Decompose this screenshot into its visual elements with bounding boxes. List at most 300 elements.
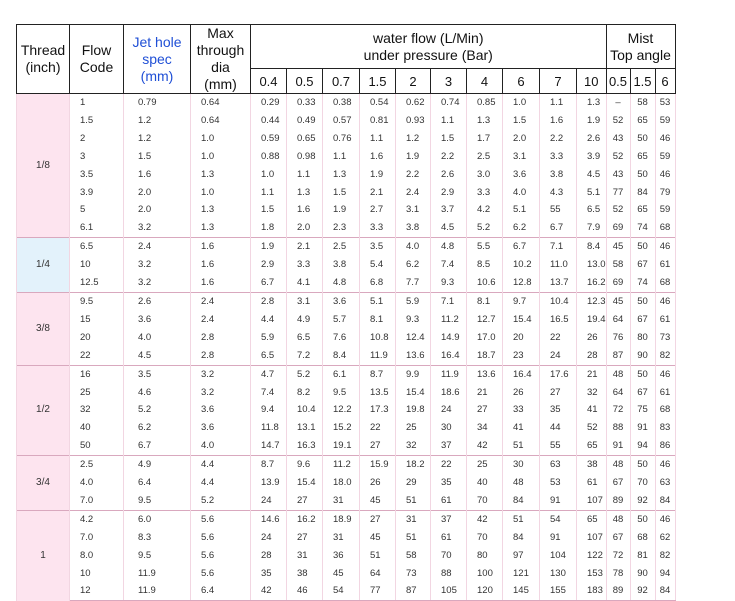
table-cell: 2.6 bbox=[124, 292, 191, 310]
table-cell: 29 bbox=[396, 474, 431, 492]
table-cell: 4.4 bbox=[191, 456, 251, 474]
table-cell: 61 bbox=[577, 474, 607, 492]
table-cell: 3.3 bbox=[360, 219, 396, 237]
table-cell: 100 bbox=[467, 565, 503, 583]
table-cell: 0.76 bbox=[323, 130, 360, 148]
table-cell: 18.0 bbox=[323, 474, 360, 492]
table-cell: 67 bbox=[630, 384, 655, 402]
table-cell: 15.4 bbox=[287, 474, 323, 492]
table-cell: 37 bbox=[431, 437, 467, 455]
table-cell: 1.6 bbox=[540, 112, 577, 130]
table-cell: 153 bbox=[577, 565, 607, 583]
table-cell: 24 bbox=[251, 492, 287, 510]
table-cell: 43 bbox=[606, 166, 630, 184]
table-cell: 5.6 bbox=[191, 547, 251, 565]
table-cell: 14.9 bbox=[431, 329, 467, 347]
table-cell: 6.2 bbox=[396, 256, 431, 274]
table-cell: 13.5 bbox=[360, 384, 396, 402]
table-cell: 1.3 bbox=[191, 219, 251, 237]
table-cell: 5.1 bbox=[360, 292, 396, 310]
table-cell: 88 bbox=[606, 419, 630, 437]
table-cell: 16.4 bbox=[431, 347, 467, 365]
table-cell: 15 bbox=[70, 311, 124, 329]
nozzle-spec-table-wrapper bbox=[16, 24, 676, 601]
table-cell: 1.9 bbox=[251, 238, 287, 256]
table-cell: 2.4 bbox=[124, 238, 191, 256]
table-cell: 32 bbox=[70, 401, 124, 419]
table-cell: 4.4 bbox=[251, 311, 287, 329]
table-cell: 73 bbox=[396, 565, 431, 583]
table-cell: 46 bbox=[655, 130, 675, 148]
table-cell: 20 bbox=[70, 329, 124, 347]
table-cell: 6.4 bbox=[191, 582, 251, 600]
table-cell: 9.4 bbox=[251, 401, 287, 419]
table-cell: 89 bbox=[606, 492, 630, 510]
table-row bbox=[17, 384, 676, 402]
table-cell: 81 bbox=[630, 547, 655, 565]
table-cell: 1.6 bbox=[360, 148, 396, 166]
table-cell: 45 bbox=[606, 292, 630, 310]
table-cell: 63 bbox=[655, 474, 675, 492]
table-cell: 9.3 bbox=[396, 311, 431, 329]
table-cell: 82 bbox=[655, 347, 675, 365]
table-cell: 48 bbox=[606, 456, 630, 474]
table-cell: 2.4 bbox=[396, 184, 431, 202]
table-cell: 104 bbox=[540, 547, 577, 565]
table-cell: 22 bbox=[360, 419, 396, 437]
table-cell: 0.64 bbox=[191, 112, 251, 130]
table-cell: 84 bbox=[655, 582, 675, 600]
table-cell: 50 bbox=[630, 456, 655, 474]
table-cell: 4.5 bbox=[124, 347, 191, 365]
table-cell: 21 bbox=[467, 384, 503, 402]
table-row bbox=[17, 401, 676, 419]
table-cell: 41 bbox=[577, 401, 607, 419]
table-row bbox=[17, 365, 676, 383]
table-cell: 9.5 bbox=[323, 384, 360, 402]
table-cell: 1.6 bbox=[191, 256, 251, 274]
table-cell: 26 bbox=[577, 329, 607, 347]
table-cell: 46 bbox=[655, 166, 675, 184]
table-cell: 10.8 bbox=[360, 329, 396, 347]
table-cell: 24 bbox=[431, 401, 467, 419]
table-cell: 4.7 bbox=[251, 365, 287, 383]
table-cell: 1.1 bbox=[360, 130, 396, 148]
table-cell: 62 bbox=[655, 529, 675, 547]
table-cell: 68 bbox=[655, 219, 675, 237]
pressure-header: 3 bbox=[431, 69, 467, 94]
table-cell: 84 bbox=[503, 492, 540, 510]
table-cell: 7.4 bbox=[431, 256, 467, 274]
table-cell: 2.8 bbox=[251, 292, 287, 310]
table-cell: 79 bbox=[655, 184, 675, 202]
table-cell: 0.93 bbox=[396, 112, 431, 130]
table-cell: 25 bbox=[467, 456, 503, 474]
table-cell: 1.8 bbox=[251, 219, 287, 237]
table-cell: 4.0 bbox=[191, 437, 251, 455]
table-cell: 91 bbox=[630, 419, 655, 437]
table-cell: 22 bbox=[431, 456, 467, 474]
table-cell: 53 bbox=[655, 94, 675, 112]
table-cell: 74 bbox=[630, 219, 655, 237]
table-cell: 23 bbox=[503, 347, 540, 365]
table-cell: 46 bbox=[655, 292, 675, 310]
table-cell: 46 bbox=[655, 365, 675, 383]
table-cell: 22 bbox=[70, 347, 124, 365]
pressure-header: 7 bbox=[540, 69, 577, 94]
table-cell: 1.0 bbox=[251, 166, 287, 184]
table-cell: 1.1 bbox=[323, 148, 360, 166]
table-cell: 5.2 bbox=[191, 492, 251, 510]
table-cell: 7.1 bbox=[540, 238, 577, 256]
table-row bbox=[17, 274, 676, 292]
table-cell: 1.3 bbox=[191, 201, 251, 219]
table-cell: 5.6 bbox=[191, 565, 251, 583]
pressure-header: 0.7 bbox=[323, 69, 360, 94]
table-row bbox=[17, 510, 676, 528]
table-cell: 50 bbox=[630, 238, 655, 256]
table-cell: 11.9 bbox=[124, 582, 191, 600]
table-cell: 92 bbox=[630, 582, 655, 600]
table-cell: 4.3 bbox=[540, 184, 577, 202]
table-cell: 90 bbox=[630, 565, 655, 583]
table-cell: 84 bbox=[655, 492, 675, 510]
table-cell: 25 bbox=[70, 384, 124, 402]
table-cell: 1.2 bbox=[124, 130, 191, 148]
table-cell: 7.9 bbox=[577, 219, 607, 237]
table-cell: 55 bbox=[540, 201, 577, 219]
table-cell: 5.2 bbox=[124, 401, 191, 419]
table-cell: 18.2 bbox=[396, 456, 431, 474]
table-cell: 4.2 bbox=[467, 201, 503, 219]
table-cell: 64 bbox=[606, 311, 630, 329]
table-cell: 84 bbox=[503, 529, 540, 547]
table-cell: 7.2 bbox=[287, 347, 323, 365]
table-cell: 50 bbox=[630, 510, 655, 528]
table-cell: 0.54 bbox=[360, 94, 396, 112]
pressure-header: 0.4 bbox=[251, 69, 287, 94]
nozzle-spec-table bbox=[16, 24, 676, 601]
table-cell: 64 bbox=[606, 384, 630, 402]
table-cell: 28 bbox=[251, 547, 287, 565]
table-cell: 1.1 bbox=[431, 112, 467, 130]
table-cell: 15.2 bbox=[323, 419, 360, 437]
table-row bbox=[17, 582, 676, 600]
table-row bbox=[17, 219, 676, 237]
table-cell: 18.6 bbox=[431, 384, 467, 402]
table-cell: 80 bbox=[630, 329, 655, 347]
table-cell: 6.7 bbox=[540, 219, 577, 237]
table-cell: 16 bbox=[70, 365, 124, 383]
table-cell: 24 bbox=[540, 347, 577, 365]
table-cell: 87 bbox=[396, 582, 431, 600]
table-cell: 61 bbox=[431, 529, 467, 547]
table-cell: 13.9 bbox=[251, 474, 287, 492]
table-cell: 2.8 bbox=[191, 347, 251, 365]
table-cell: 46 bbox=[287, 582, 323, 600]
table-cell: 31 bbox=[323, 492, 360, 510]
pressure-header: 0.5 bbox=[287, 69, 323, 94]
pressure-header: 2 bbox=[396, 69, 431, 94]
table-cell: 4.8 bbox=[431, 238, 467, 256]
table-cell: 107 bbox=[577, 492, 607, 510]
table-cell: 15.9 bbox=[360, 456, 396, 474]
table-cell: 38 bbox=[287, 565, 323, 583]
table-cell: 18.7 bbox=[467, 347, 503, 365]
table-cell: 2.5 bbox=[323, 238, 360, 256]
table-cell: 8.1 bbox=[360, 311, 396, 329]
table-cell: 16.4 bbox=[503, 365, 540, 383]
table-cell: 45 bbox=[606, 238, 630, 256]
table-cell: 1.3 bbox=[577, 94, 607, 112]
table-cell: 8.7 bbox=[251, 456, 287, 474]
table-cell: 42 bbox=[251, 582, 287, 600]
table-cell: 52 bbox=[606, 112, 630, 130]
table-cell: 65 bbox=[630, 201, 655, 219]
table-cell: 5.9 bbox=[396, 292, 431, 310]
table-cell: 31 bbox=[287, 547, 323, 565]
table-cell: 1.3 bbox=[287, 184, 323, 202]
table-cell: 70 bbox=[467, 492, 503, 510]
table-row bbox=[17, 201, 676, 219]
table-cell: 78 bbox=[606, 565, 630, 583]
table-cell: 11.9 bbox=[124, 565, 191, 583]
table-cell: 55 bbox=[540, 437, 577, 455]
table-cell: 61 bbox=[431, 492, 467, 510]
table-cell: 58 bbox=[396, 547, 431, 565]
table-cell: 27 bbox=[360, 437, 396, 455]
table-cell: 17.6 bbox=[540, 365, 577, 383]
table-cell: 52 bbox=[577, 419, 607, 437]
table-cell: 94 bbox=[655, 565, 675, 583]
table-cell: 63 bbox=[540, 456, 577, 474]
thread-size-cell: 1/4 bbox=[17, 238, 70, 293]
table-cell: 50 bbox=[630, 292, 655, 310]
mist-pressure-header: 6 bbox=[655, 69, 675, 94]
table-cell: 5.7 bbox=[323, 311, 360, 329]
table-cell: 17.0 bbox=[467, 329, 503, 347]
table-row bbox=[17, 565, 676, 583]
table-cell: 2.2 bbox=[396, 166, 431, 184]
table-cell: 9.7 bbox=[503, 292, 540, 310]
table-cell: 1.2 bbox=[396, 130, 431, 148]
table-cell: 8.5 bbox=[467, 256, 503, 274]
table-cell: 0.59 bbox=[251, 130, 287, 148]
table-cell: 3.7 bbox=[431, 201, 467, 219]
table-cell: 0.98 bbox=[287, 148, 323, 166]
table-cell: 2 bbox=[70, 130, 124, 148]
table-cell: 35 bbox=[431, 474, 467, 492]
table-cell: 64 bbox=[360, 565, 396, 583]
mist-pressure-header: 1.5 bbox=[630, 69, 655, 94]
table-cell: 3.3 bbox=[540, 148, 577, 166]
table-cell: 3.5 bbox=[124, 365, 191, 383]
table-cell: 8.7 bbox=[360, 365, 396, 383]
table-cell: 1.9 bbox=[396, 148, 431, 166]
table-cell: 2.1 bbox=[287, 238, 323, 256]
table-cell: 61 bbox=[655, 256, 675, 274]
table-cell: 0.44 bbox=[251, 112, 287, 130]
table-cell: 36 bbox=[323, 547, 360, 565]
table-cell: 3.9 bbox=[70, 184, 124, 202]
table-cell: 59 bbox=[655, 148, 675, 166]
table-cell: 14.6 bbox=[251, 510, 287, 528]
table-cell: 4.5 bbox=[577, 166, 607, 184]
table-cell: 3.1 bbox=[396, 201, 431, 219]
table-cell: 80 bbox=[467, 547, 503, 565]
table-cell: 89 bbox=[606, 582, 630, 600]
table-cell: 27 bbox=[287, 529, 323, 547]
table-cell: 0.88 bbox=[251, 148, 287, 166]
table-cell: 44 bbox=[540, 419, 577, 437]
thread-size-cell: 1/8 bbox=[17, 94, 70, 238]
table-cell: 10 bbox=[70, 565, 124, 583]
table-cell: 9.6 bbox=[287, 456, 323, 474]
table-cell: 28 bbox=[577, 347, 607, 365]
table-cell: 183 bbox=[577, 582, 607, 600]
table-cell: 3.0 bbox=[467, 166, 503, 184]
table-row bbox=[17, 311, 676, 329]
table-cell: 84 bbox=[630, 184, 655, 202]
table-cell: 1.9 bbox=[360, 166, 396, 184]
table-cell: 1.6 bbox=[191, 274, 251, 292]
table-row bbox=[17, 112, 676, 130]
table-cell: 1.0 bbox=[191, 148, 251, 166]
table-cell: 5.6 bbox=[191, 529, 251, 547]
table-cell: 52 bbox=[606, 201, 630, 219]
table-cell: 4.6 bbox=[124, 384, 191, 402]
table-cell: 2.2 bbox=[431, 148, 467, 166]
table-cell: 19.4 bbox=[577, 311, 607, 329]
table-cell: 59 bbox=[655, 201, 675, 219]
table-cell: 1.5 bbox=[503, 112, 540, 130]
table-cell: 9.3 bbox=[431, 274, 467, 292]
table-cell: 11.0 bbox=[540, 256, 577, 274]
table-cell: 65 bbox=[577, 437, 607, 455]
table-cell: 2.5 bbox=[70, 456, 124, 474]
table-cell: 3.6 bbox=[191, 401, 251, 419]
table-cell: 2.2 bbox=[540, 130, 577, 148]
table-cell: 4.9 bbox=[124, 456, 191, 474]
table-cell: 83 bbox=[655, 419, 675, 437]
table-cell: 65 bbox=[630, 112, 655, 130]
table-cell: 0.57 bbox=[323, 112, 360, 130]
table-cell: 34 bbox=[467, 419, 503, 437]
table-cell: 145 bbox=[503, 582, 540, 600]
table-cell: 13.0 bbox=[577, 256, 607, 274]
table-cell: 9.5 bbox=[124, 492, 191, 510]
table-cell: 1.5 bbox=[124, 148, 191, 166]
thread-header: Thread (inch) bbox=[17, 25, 70, 94]
table-cell: 2.0 bbox=[124, 184, 191, 202]
table-cell: 12 bbox=[70, 582, 124, 600]
table-cell: 6.7 bbox=[503, 238, 540, 256]
table-cell: 67 bbox=[606, 474, 630, 492]
table-row bbox=[17, 547, 676, 565]
table-cell: 11.8 bbox=[251, 419, 287, 437]
table-cell: 59 bbox=[655, 112, 675, 130]
table-cell: 0.81 bbox=[360, 112, 396, 130]
table-cell: 11.2 bbox=[431, 311, 467, 329]
table-cell: 16.5 bbox=[540, 311, 577, 329]
table-cell: 14.7 bbox=[251, 437, 287, 455]
table-cell: 46 bbox=[655, 456, 675, 474]
table-cell: 20 bbox=[503, 329, 540, 347]
table-cell: 5.1 bbox=[577, 184, 607, 202]
table-cell: 50 bbox=[630, 365, 655, 383]
jet-hole-header: Jet hole spec (mm) bbox=[124, 25, 191, 94]
table-cell: 54 bbox=[540, 510, 577, 528]
table-cell: 27 bbox=[540, 384, 577, 402]
table-cell: 12.7 bbox=[467, 311, 503, 329]
table-cell: 90 bbox=[630, 347, 655, 365]
table-cell: 6.8 bbox=[360, 274, 396, 292]
table-cell: 0.62 bbox=[396, 94, 431, 112]
table-cell: 77 bbox=[606, 184, 630, 202]
table-cell: 67 bbox=[630, 256, 655, 274]
table-cell: 2.8 bbox=[191, 329, 251, 347]
table-cell: 27 bbox=[467, 401, 503, 419]
table-cell: 3.8 bbox=[540, 166, 577, 184]
table-cell: 3.2 bbox=[124, 274, 191, 292]
table-cell: 43 bbox=[606, 130, 630, 148]
table-row bbox=[17, 437, 676, 455]
table-cell: 72 bbox=[606, 401, 630, 419]
table-cell: 0.49 bbox=[287, 112, 323, 130]
table-cell: 3.9 bbox=[577, 148, 607, 166]
table-cell: 3.6 bbox=[323, 292, 360, 310]
table-cell: 24 bbox=[251, 529, 287, 547]
table-cell: 61 bbox=[655, 311, 675, 329]
table-cell: 30 bbox=[503, 456, 540, 474]
table-cell: 1.9 bbox=[577, 112, 607, 130]
table-cell: 2.3 bbox=[323, 219, 360, 237]
table-cell: 2.9 bbox=[431, 184, 467, 202]
table-cell: 94 bbox=[630, 437, 655, 455]
table-cell: 130 bbox=[540, 565, 577, 583]
table-cell: 3.1 bbox=[503, 148, 540, 166]
table-cell: 21 bbox=[577, 365, 607, 383]
table-cell: 91 bbox=[540, 529, 577, 547]
table-cell: 4.1 bbox=[287, 274, 323, 292]
table-cell: 48 bbox=[606, 365, 630, 383]
table-cell: 7.6 bbox=[323, 329, 360, 347]
table-cell: 3.6 bbox=[503, 166, 540, 184]
table-cell: 7.4 bbox=[251, 384, 287, 402]
table-cell: 40 bbox=[467, 474, 503, 492]
table-row bbox=[17, 148, 676, 166]
table-cell: 35 bbox=[540, 401, 577, 419]
table-row bbox=[17, 329, 676, 347]
pressure-header: 6 bbox=[503, 69, 540, 94]
table-row bbox=[17, 130, 676, 148]
table-cell: 74 bbox=[630, 274, 655, 292]
table-cell: 5.6 bbox=[191, 510, 251, 528]
table-cell: 86 bbox=[655, 437, 675, 455]
table-cell: 67 bbox=[606, 529, 630, 547]
table-cell: 51 bbox=[503, 437, 540, 455]
table-cell: 68 bbox=[655, 274, 675, 292]
table-cell: 13.1 bbox=[287, 419, 323, 437]
table-row bbox=[17, 256, 676, 274]
table-cell: 70 bbox=[431, 547, 467, 565]
table-cell: 92 bbox=[630, 492, 655, 510]
table-cell: 5.2 bbox=[467, 219, 503, 237]
table-cell: 10.6 bbox=[467, 274, 503, 292]
table-cell: 10.4 bbox=[287, 401, 323, 419]
table-cell: 8.0 bbox=[70, 547, 124, 565]
table-cell: 8.3 bbox=[124, 529, 191, 547]
